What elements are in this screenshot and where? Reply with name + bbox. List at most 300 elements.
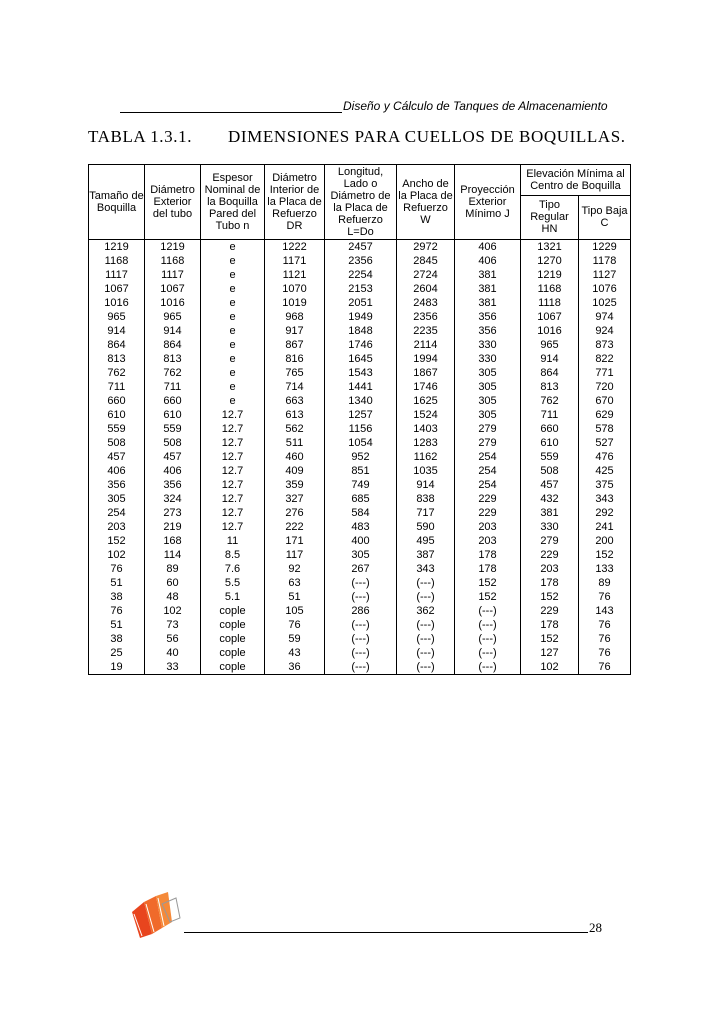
header-diametro-exterior: Diámetro Exterior del tubo	[145, 165, 201, 240]
table-cell: 305	[455, 408, 521, 422]
table-cell: (---)	[397, 590, 455, 604]
table-cell: 12.7	[201, 492, 265, 506]
table-row	[89, 534, 631, 548]
table-cell: 1168	[89, 254, 145, 268]
table-cell: 1054	[325, 436, 397, 450]
table-cell: 43	[265, 646, 325, 660]
table-cell: 1524	[397, 408, 455, 422]
table-cell: 76	[579, 590, 631, 604]
table-cell: 457	[521, 478, 579, 492]
table-cell: 460	[265, 450, 325, 464]
table-cell: 1283	[397, 436, 455, 450]
table-cell: 60	[145, 576, 201, 590]
table-cell: 324	[145, 492, 201, 506]
table-cell: 685	[325, 492, 397, 506]
table-cell: e	[201, 380, 265, 394]
table-cell: 762	[89, 366, 145, 380]
table-cell: 38	[89, 590, 145, 604]
table-cell: 2845	[397, 254, 455, 268]
table-cell: 105	[265, 604, 325, 618]
table-cell: 343	[579, 492, 631, 506]
table-cell: e	[201, 268, 265, 282]
table-cell: 720	[579, 380, 631, 394]
table-cell: 1403	[397, 422, 455, 436]
table-cell: 203	[455, 520, 521, 534]
table-row	[89, 660, 631, 675]
table-cell: 143	[579, 604, 631, 618]
table-cell: 330	[521, 520, 579, 534]
table-row	[89, 324, 631, 338]
table-cell: 1219	[145, 240, 201, 255]
table-row	[89, 296, 631, 310]
table-cell: (---)	[325, 618, 397, 632]
table-cell: 1171	[265, 254, 325, 268]
table-cell: 559	[89, 422, 145, 436]
table-cell: 1121	[265, 268, 325, 282]
table-cell: 152	[455, 576, 521, 590]
table-cell: 1067	[145, 282, 201, 296]
table-cell: 629	[579, 408, 631, 422]
table-row	[89, 394, 631, 408]
table-cell: 279	[521, 534, 579, 548]
table-cell: 48	[145, 590, 201, 604]
table-cell: 56	[145, 632, 201, 646]
table-cell: 200	[579, 534, 631, 548]
table-cell: 1543	[325, 366, 397, 380]
table-cell: e	[201, 310, 265, 324]
table-cell: 254	[455, 478, 521, 492]
footer-rule	[184, 932, 588, 933]
table-cell: 356	[89, 478, 145, 492]
table-cell: 5.5	[201, 576, 265, 590]
table-cell: 387	[397, 548, 455, 562]
table-cell: 7.6	[201, 562, 265, 576]
header-diametro-interior-placa: Diámetro Interior de la Placa de Refuerzo DR	[265, 165, 325, 240]
table-cell: 1219	[521, 268, 579, 282]
table-cell: 327	[265, 492, 325, 506]
table-body	[89, 240, 631, 675]
table-cell: 102	[89, 548, 145, 562]
table-cell: 51	[265, 590, 325, 604]
table-cell: 749	[325, 478, 397, 492]
table-cell: 965	[89, 310, 145, 324]
table-cell: 8.5	[201, 548, 265, 562]
table-cell: 1222	[265, 240, 325, 255]
table-cell: 527	[579, 436, 631, 450]
table-cell: 229	[455, 492, 521, 506]
table-cell: 203	[455, 534, 521, 548]
header-text: Diseño y Cálculo de Tanques de Almacenamiento	[343, 99, 608, 113]
table-cell: 89	[145, 562, 201, 576]
table-cell: 1016	[145, 296, 201, 310]
table-cell: 152	[455, 590, 521, 604]
table-cell: (---)	[455, 632, 521, 646]
table-cell: 2483	[397, 296, 455, 310]
table-cell: 1441	[325, 380, 397, 394]
table-cell: 76	[579, 632, 631, 646]
subheader-tipo-baja: Tipo Baja C	[579, 195, 631, 239]
table-cell: 5.1	[201, 590, 265, 604]
table-cell: e	[201, 394, 265, 408]
table-cell: 1746	[397, 380, 455, 394]
table-cell: 178	[521, 576, 579, 590]
table-cell: 1127	[579, 268, 631, 282]
table-cell: 89	[579, 576, 631, 590]
table-cell: e	[201, 338, 265, 352]
table-cell: 610	[521, 436, 579, 450]
table-cell: 952	[325, 450, 397, 464]
table-row	[89, 576, 631, 590]
table-cell: 965	[145, 310, 201, 324]
table-cell: 276	[265, 506, 325, 520]
header-rule	[120, 112, 342, 113]
table-cell: 1746	[325, 338, 397, 352]
table-cell: (---)	[455, 646, 521, 660]
table-cell: 2051	[325, 296, 397, 310]
table-cell: 359	[265, 478, 325, 492]
table-cell: 1067	[89, 282, 145, 296]
table-cell: 511	[265, 436, 325, 450]
table-cell: 1949	[325, 310, 397, 324]
table-cell: 203	[89, 520, 145, 534]
header-espesor-nominal: Espesor Nominal de la Boquilla Pared del Tubo n	[201, 165, 265, 240]
header-longitud-placa: Longitud, Lado o Diámetro de la Placa de Refuerzo L=Do	[325, 165, 397, 240]
table-cell: 1994	[397, 352, 455, 366]
table-cell: 1016	[89, 296, 145, 310]
table-cell: 425	[579, 464, 631, 478]
table-row	[89, 436, 631, 450]
table-cell: 2235	[397, 324, 455, 338]
table-cell: 2724	[397, 268, 455, 282]
table-cell: 133	[579, 562, 631, 576]
table-cell: 1016	[521, 324, 579, 338]
table-cell: 1340	[325, 394, 397, 408]
table-row	[89, 366, 631, 380]
subheader-tipo-regular: Tipo Regular HN	[521, 195, 579, 239]
table-cell: cople	[201, 646, 265, 660]
table-cell: (---)	[325, 632, 397, 646]
table-cell: (---)	[397, 618, 455, 632]
table-cell: 717	[397, 506, 455, 520]
table-cell: 178	[521, 618, 579, 632]
table-cell: 381	[521, 506, 579, 520]
table-row	[89, 310, 631, 324]
table-cell: 254	[89, 506, 145, 520]
table-cell: 914	[89, 324, 145, 338]
table-row	[89, 338, 631, 352]
table-cell: 873	[579, 338, 631, 352]
table-cell: 381	[455, 282, 521, 296]
table-caption: DIMENSIONES PARA CUELLOS DE BOQUILLAS.	[228, 127, 626, 146]
table-cell: 76	[89, 604, 145, 618]
table-cell: 663	[265, 394, 325, 408]
table-cell: 12.7	[201, 422, 265, 436]
table-cell: 168	[145, 534, 201, 548]
table-cell: 12.7	[201, 464, 265, 478]
publisher-logo-icon	[126, 888, 182, 940]
table-cell: 813	[521, 380, 579, 394]
table-row	[89, 450, 631, 464]
table-cell: 762	[145, 366, 201, 380]
table-cell: 762	[521, 394, 579, 408]
table-cell: cople	[201, 632, 265, 646]
table-cell: 660	[521, 422, 579, 436]
table-cell: 1168	[145, 254, 201, 268]
table-cell: 25	[89, 646, 145, 660]
table-cell: 356	[455, 324, 521, 338]
table-cell: 114	[145, 548, 201, 562]
table-row	[89, 464, 631, 478]
table-cell: 12.7	[201, 520, 265, 534]
table-cell: 330	[455, 338, 521, 352]
table-row	[89, 562, 631, 576]
table-cell: 406	[145, 464, 201, 478]
table-cell: 38	[89, 632, 145, 646]
table-cell: 2457	[325, 240, 397, 255]
table-cell: e	[201, 324, 265, 338]
table-row	[89, 590, 631, 604]
table-cell: cople	[201, 618, 265, 632]
table-cell: 381	[455, 296, 521, 310]
table-cell: 1321	[521, 240, 579, 255]
table-row	[89, 408, 631, 422]
table-cell: 965	[521, 338, 579, 352]
table-cell: 1067	[521, 310, 579, 324]
table-cell: 2604	[397, 282, 455, 296]
table-cell: cople	[201, 660, 265, 675]
table-cell: 305	[455, 394, 521, 408]
table-cell: 2972	[397, 240, 455, 255]
table-cell: 152	[89, 534, 145, 548]
table-cell: e	[201, 296, 265, 310]
table-row	[89, 548, 631, 562]
table-cell: 76	[579, 646, 631, 660]
table-cell: 483	[325, 520, 397, 534]
table-cell: 2356	[397, 310, 455, 324]
table-cell: 203	[521, 562, 579, 576]
table-cell: 51	[89, 618, 145, 632]
table-cell: 1178	[579, 254, 631, 268]
table-cell: 330	[455, 352, 521, 366]
table-row	[89, 520, 631, 534]
table-cell: 432	[521, 492, 579, 506]
table-cell: 63	[265, 576, 325, 590]
table-cell: 76	[579, 618, 631, 632]
table-cell: 305	[455, 366, 521, 380]
table-cell: (---)	[397, 576, 455, 590]
table-cell: 279	[455, 422, 521, 436]
table-cell: (---)	[325, 660, 397, 675]
table-cell: 51	[89, 576, 145, 590]
table-cell: 1019	[265, 296, 325, 310]
table-cell: 11	[201, 534, 265, 548]
table-cell: 356	[145, 478, 201, 492]
table-row	[89, 646, 631, 660]
table-cell: 495	[397, 534, 455, 548]
table-row	[89, 282, 631, 296]
table-cell: 1848	[325, 324, 397, 338]
table-cell: 660	[89, 394, 145, 408]
table-cell: 375	[579, 478, 631, 492]
table-cell: 1025	[579, 296, 631, 310]
table-cell: 816	[265, 352, 325, 366]
table-cell: e	[201, 352, 265, 366]
table-row	[89, 240, 631, 255]
table-cell: 1118	[521, 296, 579, 310]
table-row	[89, 478, 631, 492]
table-cell: 1867	[397, 366, 455, 380]
table-cell: 851	[325, 464, 397, 478]
table-cell: e	[201, 282, 265, 296]
table-cell: 409	[265, 464, 325, 478]
table-cell: 152	[521, 632, 579, 646]
table-cell: e	[201, 366, 265, 380]
table-cell: 1645	[325, 352, 397, 366]
table-cell: 711	[89, 380, 145, 394]
table-cell: 305	[89, 492, 145, 506]
table-cell: 406	[89, 464, 145, 478]
table-cell: 241	[579, 520, 631, 534]
table-cell: 229	[521, 548, 579, 562]
table-cell: 76	[89, 562, 145, 576]
header-ancho-placa: Ancho de la Placa de Refuerzo W	[397, 165, 455, 240]
table-cell: 1117	[145, 268, 201, 282]
table-cell: 864	[145, 338, 201, 352]
table-cell: 102	[521, 660, 579, 675]
header-proyeccion-exterior: Proyección Exterior Mínimo J	[455, 165, 521, 240]
table-cell: 36	[265, 660, 325, 675]
table-cell: 127	[521, 646, 579, 660]
table-cell: 73	[145, 618, 201, 632]
table-cell: 838	[397, 492, 455, 506]
table-cell: 171	[265, 534, 325, 548]
table-row	[89, 254, 631, 268]
table-cell: 714	[265, 380, 325, 394]
table-cell: 864	[89, 338, 145, 352]
table-cell: 559	[521, 450, 579, 464]
table-cell: 924	[579, 324, 631, 338]
table-cell: 219	[145, 520, 201, 534]
table-cell: 917	[265, 324, 325, 338]
table-row	[89, 352, 631, 366]
table-cell: 292	[579, 506, 631, 520]
table-cell: 117	[265, 548, 325, 562]
table-cell: 381	[455, 268, 521, 282]
table-cell: 610	[89, 408, 145, 422]
table-cell: 305	[455, 380, 521, 394]
table-cell: (---)	[325, 576, 397, 590]
page-number: 28	[589, 920, 602, 935]
table-cell: 102	[145, 604, 201, 618]
table-cell: 968	[265, 310, 325, 324]
table-cell: 1162	[397, 450, 455, 464]
table-cell: 178	[455, 548, 521, 562]
table-cell: 254	[455, 450, 521, 464]
table-cell: (---)	[455, 604, 521, 618]
table-row	[89, 604, 631, 618]
table-cell: 2356	[325, 254, 397, 268]
table-cell: 19	[89, 660, 145, 675]
table-cell: 476	[579, 450, 631, 464]
table-row	[89, 380, 631, 394]
table-cell: 343	[397, 562, 455, 576]
header-tamano-boquilla: Tamaño de Boquilla	[89, 165, 145, 240]
table-cell: 152	[521, 590, 579, 604]
table-cell: 286	[325, 604, 397, 618]
table-number: TABLA 1.3.1.	[88, 127, 193, 146]
table-cell: 590	[397, 520, 455, 534]
table-cell: 59	[265, 632, 325, 646]
table-cell: 822	[579, 352, 631, 366]
table-row	[89, 268, 631, 282]
table-cell: 765	[265, 366, 325, 380]
table-cell: 222	[265, 520, 325, 534]
table-cell: 508	[145, 436, 201, 450]
table-cell: 1156	[325, 422, 397, 436]
table-cell: 584	[325, 506, 397, 520]
table-cell: 771	[579, 366, 631, 380]
nozzle-neck-dimensions-table	[88, 164, 631, 675]
table-cell: (---)	[325, 646, 397, 660]
table-cell: 2153	[325, 282, 397, 296]
table-cell: 1035	[397, 464, 455, 478]
table-cell: 508	[89, 436, 145, 450]
table-cell: 1117	[89, 268, 145, 282]
table-cell: 178	[455, 562, 521, 576]
table-cell: 229	[455, 506, 521, 520]
table-cell: 400	[325, 534, 397, 548]
table-cell: 406	[455, 240, 521, 255]
table-row	[89, 492, 631, 506]
table-cell: 406	[455, 254, 521, 268]
table-cell: 864	[521, 366, 579, 380]
table-cell: 914	[397, 478, 455, 492]
running-header	[120, 99, 612, 115]
table-row	[89, 506, 631, 520]
table-cell: (---)	[397, 632, 455, 646]
table-cell: 254	[455, 464, 521, 478]
table-cell: (---)	[325, 590, 397, 604]
table-cell: 273	[145, 506, 201, 520]
table-cell: 711	[145, 380, 201, 394]
table-cell: 813	[145, 352, 201, 366]
table-cell: 267	[325, 562, 397, 576]
table-cell: 2114	[397, 338, 455, 352]
table-cell: 1070	[265, 282, 325, 296]
table-cell: 711	[521, 408, 579, 422]
table-cell: 1219	[89, 240, 145, 255]
table-cell: 457	[145, 450, 201, 464]
table-cell: 1076	[579, 282, 631, 296]
header-elevacion-minima: Elevación Mínima al Centro de Boquilla	[521, 165, 631, 196]
table-cell: e	[201, 254, 265, 268]
table-cell: 660	[145, 394, 201, 408]
table-cell: 914	[145, 324, 201, 338]
table-cell: 12.7	[201, 506, 265, 520]
table-cell: 613	[265, 408, 325, 422]
table-cell: 1168	[521, 282, 579, 296]
table-cell: 610	[145, 408, 201, 422]
table-cell: 578	[579, 422, 631, 436]
table-cell: 12.7	[201, 478, 265, 492]
table-cell: 12.7	[201, 436, 265, 450]
table-cell: 974	[579, 310, 631, 324]
table-cell: 305	[325, 548, 397, 562]
table-cell: e	[201, 240, 265, 255]
table-cell: 457	[89, 450, 145, 464]
table-row	[89, 618, 631, 632]
table-cell: 76	[579, 660, 631, 675]
